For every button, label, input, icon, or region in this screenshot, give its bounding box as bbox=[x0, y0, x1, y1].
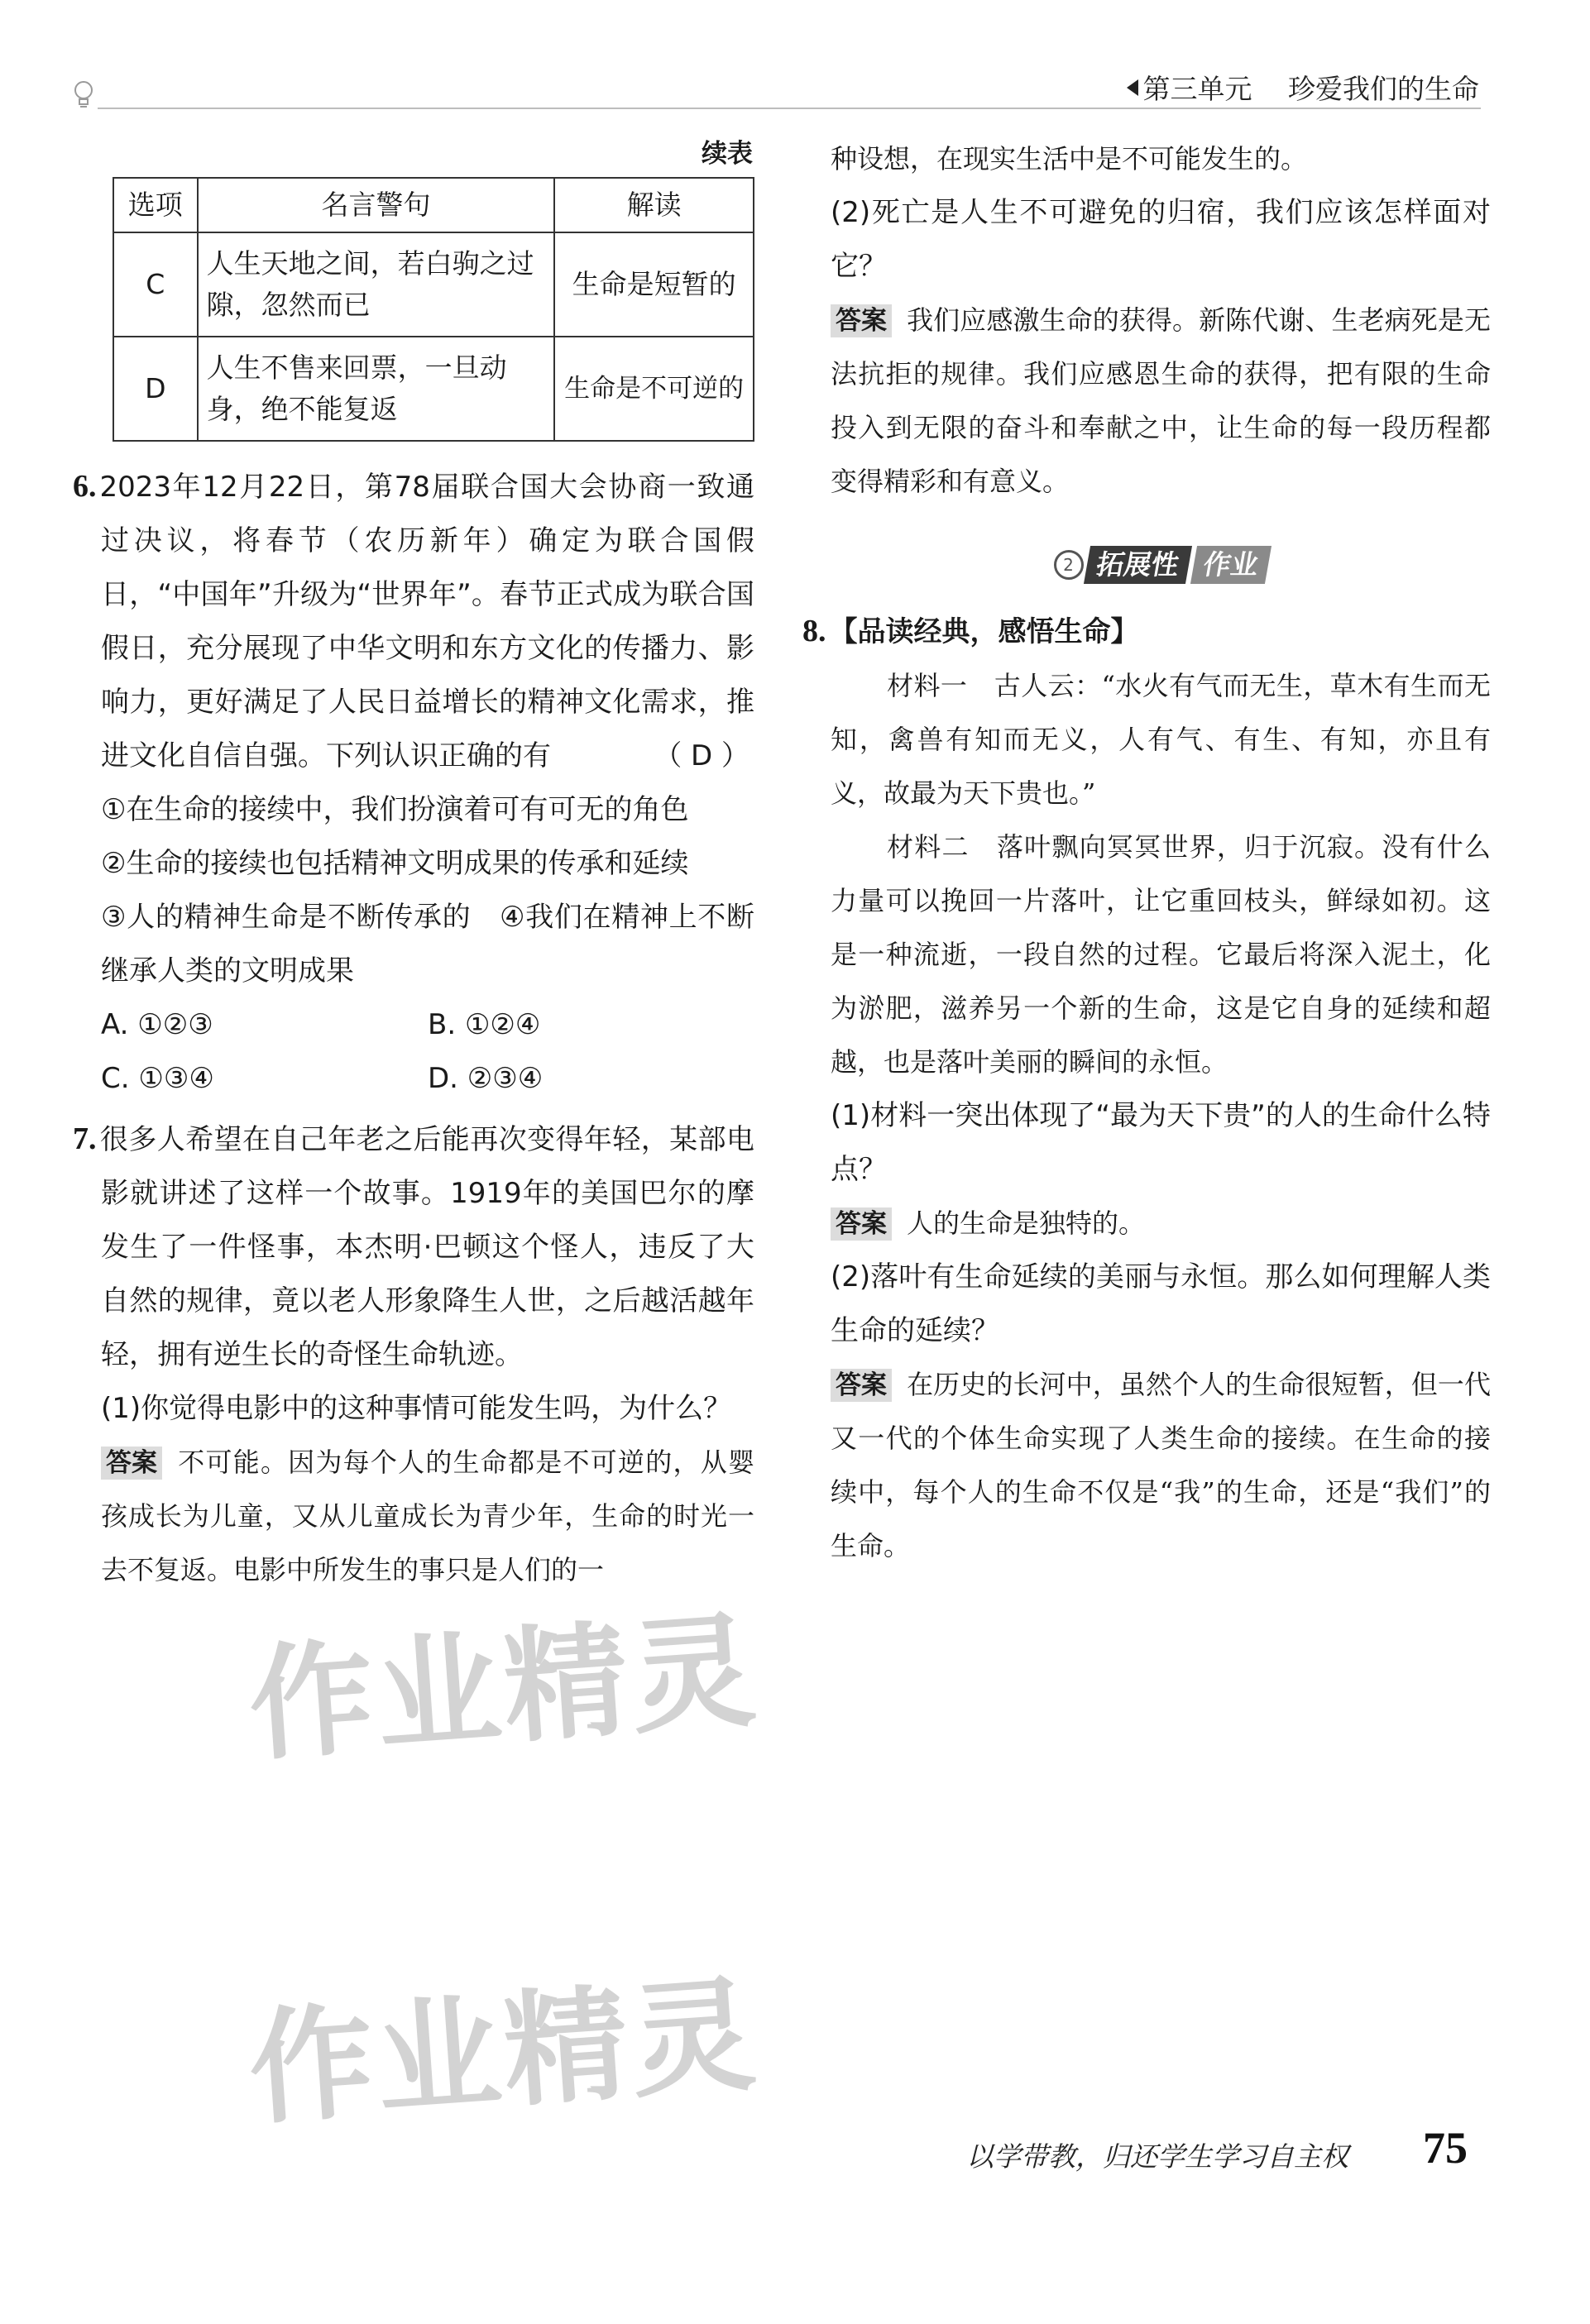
answer-text: 不可能。因为每个人的生命都是不可逆的，从婴孩成长为儿童，又从儿童成长为青少年，生命的时光一去不复返。电影中所发生的事只是人们的一 bbox=[101, 1447, 754, 1585]
table-cell: 生命是不可逆的 bbox=[554, 337, 754, 441]
answer-text: 我们应感激生命的获得。新陈代谢、生老病死是无法抗拒的规律。我们应感恩生命的获得，把有限的生命投入到无限的奋斗和奉献之中，让生命的每一段历程都变得精彩和有意义。 bbox=[831, 304, 1491, 497]
answer-block bbox=[831, 294, 1491, 509]
banner-title: 拓展性 bbox=[1083, 546, 1191, 584]
question-number: 7. bbox=[73, 1121, 97, 1156]
answer-continuation: 种设想，在现实生活中是不可能发生的。 bbox=[831, 143, 1308, 175]
question-8-heading: 【品读经典，感悟生命】 bbox=[829, 615, 1139, 648]
choice-option: D. ②③④ bbox=[428, 1062, 544, 1095]
choice-option: C. ①③④ bbox=[101, 1062, 214, 1095]
watermark: 作业精灵 bbox=[244, 1599, 764, 1779]
answer-block bbox=[831, 1197, 1491, 1250]
answer-text: 在历史的长河中，虽然个人的生命很短暂，但一代又一代的个体生命实现了人类生命的接续。在生命的接续中，每个人的生命不仅是“我”的生命，还是“我们”的生命。 bbox=[831, 1369, 1491, 1561]
quote-table bbox=[113, 177, 754, 442]
table-header-row bbox=[113, 178, 754, 232]
answer-label: 答案 bbox=[831, 304, 892, 337]
page-number: 75 bbox=[1423, 2123, 1468, 2173]
header-title: 珍爱我们的生命 bbox=[1288, 73, 1479, 105]
sub-question: (2)落叶有生命延续的美丽与永恒。那么如何理解人类生命的延续？ bbox=[831, 1260, 1491, 1347]
question-8-title bbox=[802, 605, 1491, 659]
sub-question: (2)死亡是人生不可避免的归宿，我们应该怎样面对它？ bbox=[831, 196, 1491, 283]
left-column bbox=[73, 132, 754, 1597]
question-6-text: 2023年12月22日，第78届联合国大会协商一致通过决议，将春节（农历新年）确定为联合国假日，“中国年”升级为“世界年”。春节正式成为联合国假日，充分展现了中华文明和东方文化的传播力、影响力，更好满足了人民日益增长的精神文化需求，推进文化自信自强。下列认识正确的有 bbox=[99, 471, 754, 772]
table-cell: D bbox=[113, 337, 198, 441]
statement-item: ②生命的接续也包括精神文明成果的传承和延续 bbox=[101, 847, 689, 880]
footer-slogan: 以学带教，归还学生学习自主权 bbox=[966, 2140, 1348, 2173]
question-7-stem bbox=[73, 1112, 754, 1382]
table-row bbox=[113, 337, 754, 441]
banner-subtitle: 作业 bbox=[1190, 546, 1271, 584]
lightbulb-icon bbox=[71, 79, 96, 111]
answer-block bbox=[101, 1436, 754, 1597]
material-one: 材料一 古人云：“水火有气而无生，草木有生而无知，禽兽有知而无义，人有气、有生、有知，亦且有义，故最为天下贵也。” bbox=[831, 670, 1491, 809]
answer-block bbox=[831, 1358, 1491, 1573]
question-6-stem bbox=[73, 460, 754, 783]
choice-options bbox=[101, 998, 754, 1106]
table-header-cell: 名言警句 bbox=[198, 178, 555, 232]
table-cell: 人生不售来回票，一旦动身，绝不能复返 bbox=[198, 337, 555, 441]
question-6-answer: （ D ） bbox=[654, 739, 750, 772]
answer-text: 人的生命是独特的。 bbox=[907, 1207, 1146, 1239]
watermark: 作业精灵 bbox=[244, 1963, 764, 2143]
material-two: 材料二 落叶飘向冥冥世界，归于沉寂。没有什么力量可以挽回一片落叶，让它重回枝头，鲜绿如初。这是一种流逝，一段自然的过程。它最后将深入泥土，化为淤肥，滋养另一个新的生命，这是它自身的延续和超越，也是落叶美丽的瞬间的永恒。 bbox=[831, 831, 1491, 1078]
question-7-text: 很多人希望在自己年老之后能再次变得年轻，某部电影就讲述了这样一个故事。1919年的美国巴尔的摩发生了一件怪事，本杰明·巴顿这个怪人，违反了大自然的规律，竟以老人形象降生人世，之后越活越年轻，拥有逆生长的奇怪生命轨迹。 bbox=[99, 1123, 754, 1371]
question-number: 6. bbox=[73, 469, 97, 504]
statement-item: ①在生命的接续中，我们扮演着可有可无的角色 bbox=[101, 793, 689, 826]
section-banner bbox=[831, 537, 1491, 586]
sub-question: (1)材料一突出体现了“最为天下贵”的人的生命什么特点？ bbox=[831, 1099, 1491, 1186]
table-cell: 人生天地之间，若白驹之过隙，忽然而已 bbox=[198, 232, 555, 337]
header-unit: 第三单元 bbox=[1142, 73, 1252, 105]
question-number: 8. bbox=[802, 614, 826, 648]
table-row bbox=[113, 232, 754, 337]
table-header-cell: 选项 bbox=[113, 178, 198, 232]
table-cell: C bbox=[113, 232, 198, 337]
table-caption: 续表 bbox=[702, 139, 753, 169]
triangle-left-icon bbox=[1127, 79, 1138, 96]
table-header-cell: 解读 bbox=[554, 178, 754, 232]
statement-item: ③人的精神生命是不断传承的 ④我们在精神上不断继承人类的文明成果 bbox=[101, 901, 754, 987]
table-cell: 生命是短暂的 bbox=[554, 232, 754, 337]
running-header bbox=[1127, 68, 1480, 107]
right-column bbox=[802, 132, 1491, 1573]
answer-label: 答案 bbox=[831, 1369, 892, 1402]
choice-option: A. ①②③ bbox=[101, 1008, 213, 1041]
banner-number-icon: 2 bbox=[1054, 550, 1084, 580]
answer-label: 答案 bbox=[101, 1447, 162, 1480]
header-rule bbox=[98, 108, 1481, 109]
answer-label: 答案 bbox=[831, 1207, 892, 1241]
choice-option: B. ①②④ bbox=[428, 1008, 541, 1041]
sub-question: (1)你觉得电影中的这种事情可能发生吗，为什么？ bbox=[101, 1392, 732, 1425]
